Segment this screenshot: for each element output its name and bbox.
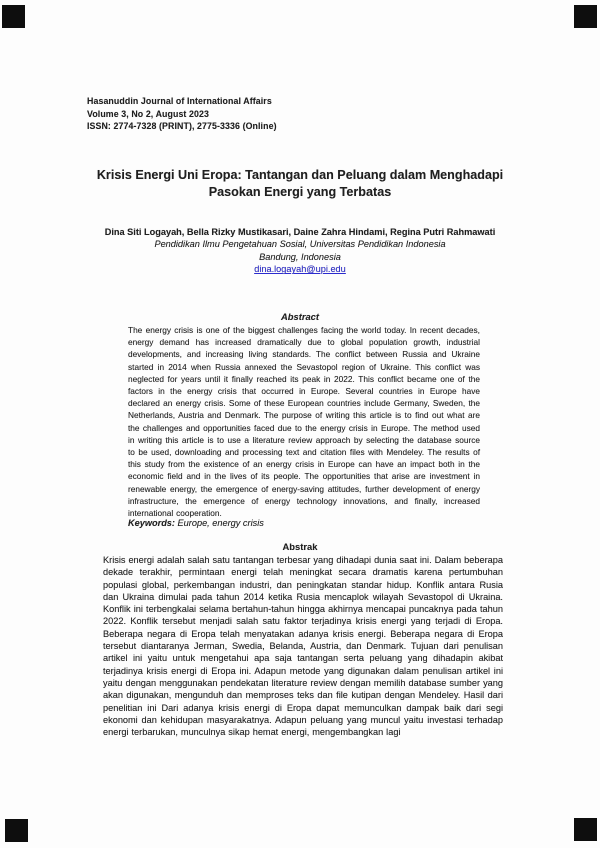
byline-block: [40, 226, 560, 276]
author-email-link[interactable]: dina.logayah@upi.edu: [254, 264, 346, 275]
journal-issn: ISSN: 2774-7328 (PRINT), 2775-3336 (Online): [87, 121, 277, 131]
journal-header: [87, 95, 277, 133]
affiliation-location: Bandung, Indonesia: [259, 251, 341, 262]
keywords-line: [128, 518, 264, 528]
email-line: [40, 263, 560, 275]
corner-mark-top-right: [574, 5, 597, 28]
article-title: Krisis Energi Uni Eropa: Tantangan dan Peluang dalam Menghadapi Pasokan Energi yang Terbatas: [96, 168, 504, 199]
keywords-label: Keywords:: [128, 518, 175, 528]
abstrak-heading: Abstrak: [282, 541, 318, 552]
author-affiliation: Pendidikan Ilmu Pengetahuan Sosial, Universitas Pendidikan Indonesia: [154, 239, 446, 250]
journal-volume: Volume 3, No 2, August 2023: [87, 108, 209, 119]
corner-mark-bottom-right: [574, 818, 597, 841]
corner-mark-top-left: [2, 5, 25, 28]
abstract-body-indonesian: Krisis energi adalah salah satu tantangan terbesar yang dihadapi dunia saat ini. Dalam beberapa dekade terakhir, permintaan energi telah meningkat secara dramatis karena pertumbuhan populasi global, perkembangan industri, dan peningkatan standar hidup. Konflik antara Rusia dan Ukraina dimulai pada tahun 2014 ketika Rusia mencaplok wilayah Sevastopol di Ukraina. Konflik ini terbengkalai selama bertahun-tahun hingga akhirnya mencapai puncaknya pada tahun 2022. Konflik tersebut menjadi salah satu faktor terjadinya krisis energi yang terjadi di Eropa. Beberapa negara di Eropa telah menyatakan adanya krisis energi. Beberapa negara di Eropa tersebut diantaranya Jerman, Swedia, Belanda, Austria, dan Denmark. Tujuan dari penulisan artikel ini yaitu untuk mengetahui apa saja tantangan serta peluang yang dihadapin akibat terjadinya krisis energi di Eropa ini. Adapun metode yang digunakan dalam penulisan artikel ini yaitu dengan menggunakan pendekatan literature review dengan memilih database sumber yang akan digunakan, mengunduh dan memproses teks dan file kutipan dengan Mendeley. Hasil dari penelitian ini Dari adanya krisis energi di Eropa dapat memunculkan dampak baik dari segi ekonomi dan kehidupan masyarakatnya. Adapun peluang yang muncul yaitu investasi terhadap energi terbarukan, munculnya sikap hemat energi, mengembangkan lagi: [103, 555, 503, 738]
corner-mark-bottom-left: [5, 819, 28, 842]
journal-name: Hasanuddin Journal of International Affairs: [87, 96, 272, 106]
keywords-value: Europe, energy crisis: [177, 518, 264, 528]
abstract-heading: Abstract: [280, 311, 320, 322]
abstract-body-english: The energy crisis is one of the biggest challenges facing the world today. In recent decades, energy demand has increased dramatically due to global population growth, industrial developments, and increasing living standards. The conflict between Russia and Ukraine started in 2014 when Russia annexed the Sevastopol region of Ukraine. This conflict was neglected for years until it finally reached its peak in 2022. This conflict became one of the factors in the energy crisis that occurred in Europe. Several countries in Europe have declared an energy crisis. Some of these European countries include Germany, Sweden, the Netherlands, Austria and Denmark. The purpose of writing this article is to find out what are the challenges and opportunities faced due to the energy crisis in Europe. The method used in writing this article is to use a literature review approach by selecting the database source to be used, downloading and processing text and citation files with Mendeley. The results of this study from the existence of an energy crisis in Europe can have an impact both in the economic field and in the lives of its people. The opportunities that arise are investment in renewable energy, the emergence of energy-saving attitudes, further development of energy infrastructure, the emergence of energy technology innovations, and finally, increased international cooperation.: [128, 325, 480, 519]
author-names: Dina Siti Logayah, Bella Rizky Mustikasari, Daine Zahra Hindami, Regina Putri Rahmawati: [104, 227, 496, 237]
